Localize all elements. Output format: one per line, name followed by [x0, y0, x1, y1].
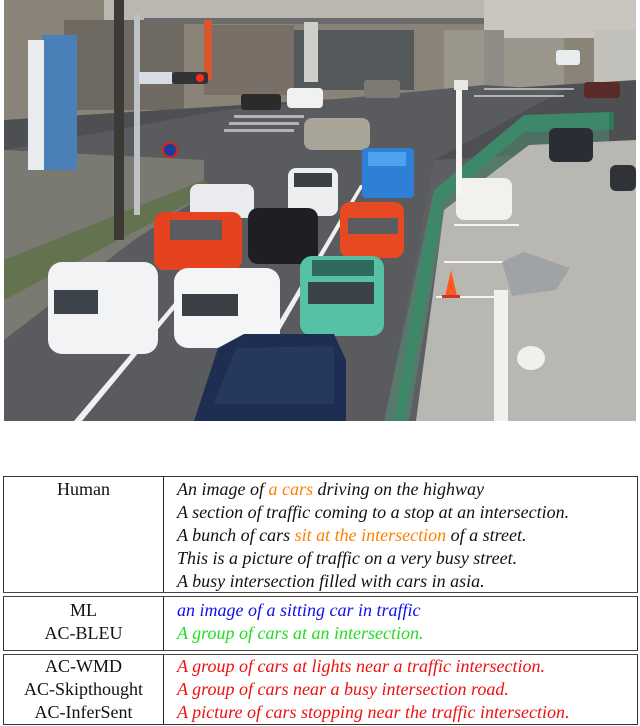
- method-label-ac-bleu: AC-BLEU: [44, 623, 123, 643]
- method-column: [4, 655, 164, 724]
- highlight-error: sit at the intersection: [294, 525, 447, 545]
- caption-human-1: An image of a cars driving on the highway: [177, 479, 484, 499]
- caption-ac-wmd: A group of cars at lights near a traffic intersection.: [177, 656, 545, 676]
- caption-ac-skipthought: A group of cars near a busy intersection road.: [177, 679, 509, 699]
- caption-column: [165, 477, 637, 592]
- method-label-ac-infersent: AC-InferSent: [34, 702, 133, 722]
- caption-comparison-table: [3, 476, 638, 725]
- caption-human-5: A busy intersection filled with cars in asia.: [177, 571, 485, 591]
- group-ac-semantic: [3, 655, 638, 725]
- caption-human-3: A bunch of cars sit at the intersection of a street.: [177, 525, 527, 545]
- caption-human-4: This is a picture of traffic on a very busy street.: [177, 548, 518, 568]
- group-human: [3, 476, 638, 592]
- caption-ac-bleu: A group of cars at an intersection.: [177, 623, 424, 643]
- highlight-error: a cars: [268, 479, 313, 499]
- group-ml-bleu: [3, 597, 638, 650]
- caption-column: [165, 655, 637, 724]
- method-label-human: Human: [57, 479, 110, 499]
- method-label-ml: ML: [70, 600, 97, 620]
- caption-column: [165, 597, 637, 650]
- caption-ml: an image of a sitting car in traffic: [177, 600, 421, 620]
- method-label-ac-wmd: AC-WMD: [45, 656, 122, 676]
- caption-ac-infersent: A picture of cars stopping near the traffic intersection.: [177, 702, 570, 722]
- photo-scene: [4, 0, 636, 421]
- method-column: [4, 597, 164, 650]
- caption-human-2: A section of traffic coming to a stop at an intersection.: [177, 502, 570, 522]
- traffic-intersection-photo: [4, 0, 636, 421]
- method-label-ac-skipthought: AC-Skipthought: [23, 679, 143, 699]
- method-column: [4, 477, 164, 592]
